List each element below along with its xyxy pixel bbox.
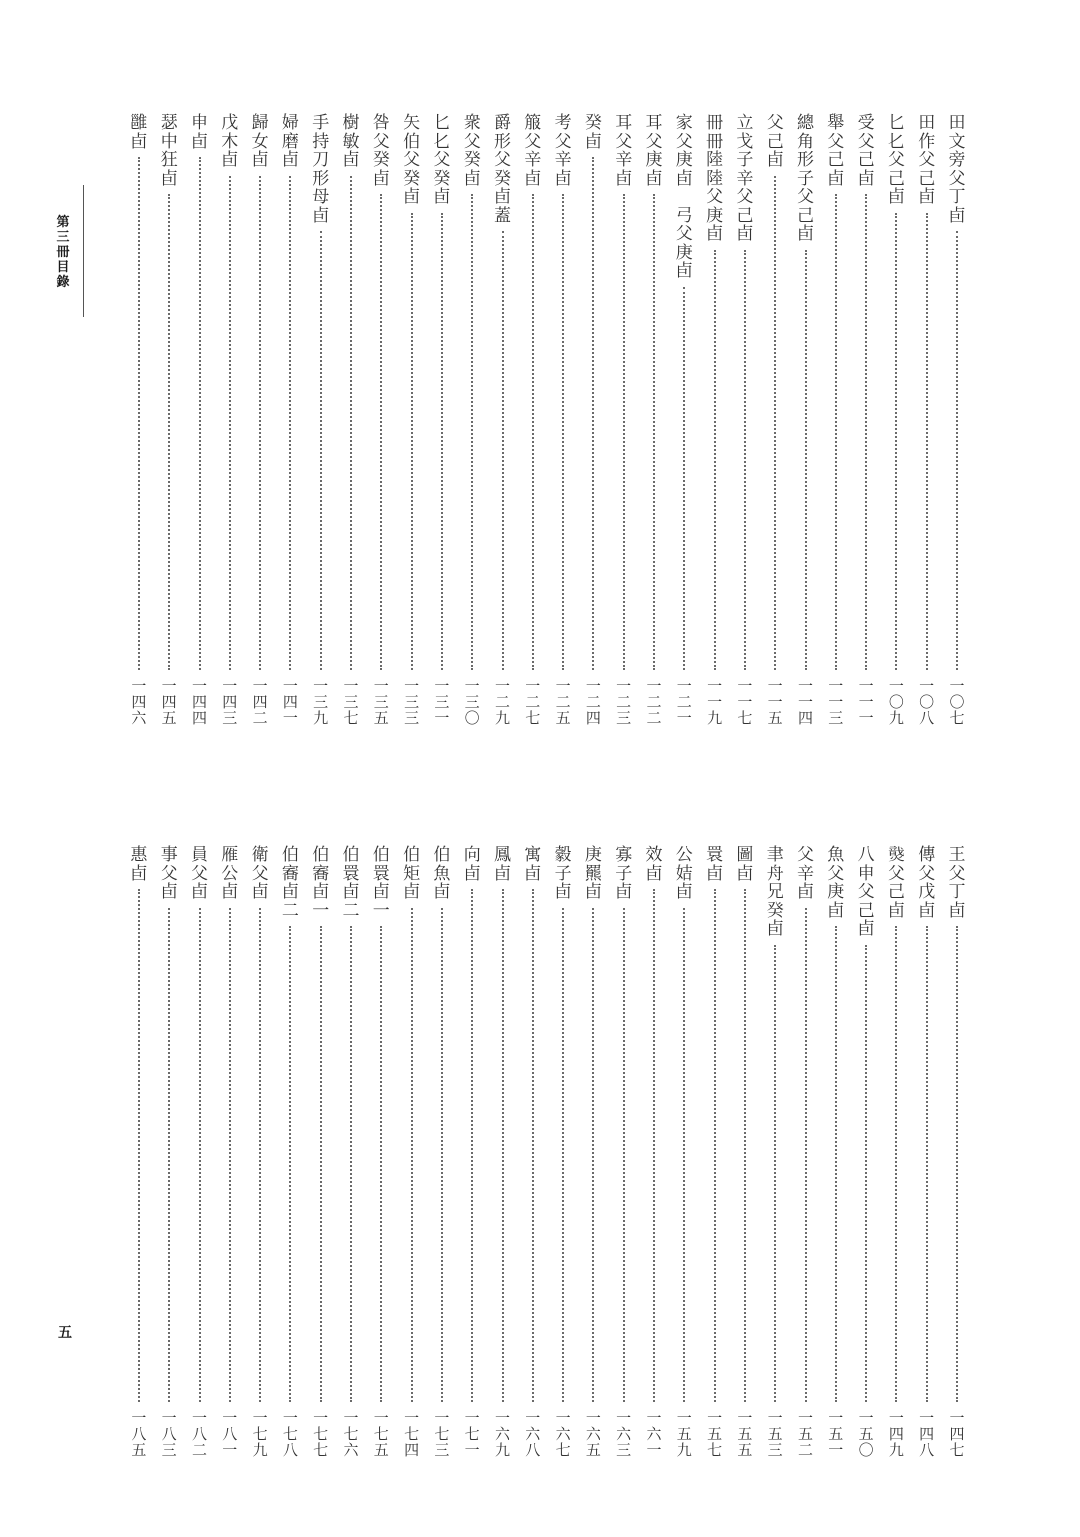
toc-entry-title: 匕 𠤎 父 癸 卣: [433, 113, 451, 207]
toc-leader-dots: [411, 908, 413, 1403]
toc-leader-dots: [502, 889, 504, 1402]
toc-entry-page: 一 五 三: [767, 1409, 783, 1459]
toc-entry-title: 耳 父 辛 卣: [615, 113, 633, 189]
toc-entry: [187, 846, 213, 1458]
toc-entry: [308, 114, 334, 726]
toc-entry-page: 一 二 四: [585, 677, 601, 727]
toc-entry-page: 一 六 七: [555, 1409, 571, 1459]
toc-entry: [217, 846, 243, 1458]
toc-entry-page: 一 七 三: [434, 1409, 450, 1459]
toc-entry-page: 一 四 七: [949, 1409, 965, 1459]
toc-leader-dots: [956, 926, 958, 1402]
toc-entry-page: 一 四 一: [282, 677, 298, 727]
toc-entry-title: 寓 卣: [524, 845, 542, 884]
toc-entry-title: 王 父 丁 卣: [948, 845, 966, 921]
toc-leader-dots: [562, 908, 564, 1403]
toc-entry-page: 一 三 三: [404, 677, 420, 727]
toc-entry: [490, 846, 516, 1458]
toc-entry-page: 一 三 五: [373, 677, 389, 727]
toc-entry-page: 一 三 九: [313, 677, 329, 727]
toc-leader-dots: [865, 945, 867, 1403]
toc-entry-page: 一 四 九: [888, 1409, 904, 1459]
toc-entry-title: 戊 木 卣: [221, 113, 239, 170]
toc-entry-title: 向 卣: [463, 845, 481, 884]
toc-leader-dots: [774, 176, 776, 671]
toc-entry-page: 一 八 三: [161, 1409, 177, 1459]
toc-entry-page: 一 一 九: [707, 677, 723, 727]
toc-entry: [762, 114, 788, 726]
toc-entry: [823, 846, 849, 1458]
toc-entry: [580, 846, 606, 1458]
toc-leader-dots: [471, 194, 473, 670]
toc-entry: [944, 114, 970, 726]
toc-entry: [732, 114, 758, 726]
toc-entry: [156, 846, 182, 1458]
toc-entry-title: 豰 子 卣: [554, 845, 572, 902]
toc-leader-dots: [895, 926, 897, 1402]
toc-entry: [762, 846, 788, 1458]
toc-entry: [611, 846, 637, 1458]
toc-entry: [459, 114, 485, 726]
toc-entry: [459, 846, 485, 1458]
toc-entry-page: 一 七 一: [464, 1409, 480, 1459]
toc-entry: [156, 114, 182, 726]
toc-entry-page: 一 八 一: [222, 1409, 238, 1459]
running-head-rule: [83, 185, 84, 317]
toc-entry-page: 一 五 一: [828, 1409, 844, 1459]
toc-leader-dots: [229, 176, 231, 671]
toc-entry-page: 一 三 七: [343, 677, 359, 727]
toc-leader-dots: [380, 194, 382, 670]
toc-entry-title: 瑟 中 狂 卣: [160, 113, 178, 189]
toc-entry-title: 庚 羆 卣: [584, 845, 602, 902]
toc-leader-dots: [926, 213, 928, 671]
toc-leader-dots: [683, 908, 685, 1403]
toc-entry-title: 伯 魚 卣: [433, 845, 451, 902]
toc-leader-dots: [562, 194, 564, 670]
toc-entry-page: 一 五 九: [676, 1409, 692, 1459]
toc-entry: [702, 114, 728, 726]
toc-leader-dots: [138, 157, 140, 670]
toc-entry: [641, 846, 667, 1458]
toc-entry-title: 伯 睘 卣 一: [372, 845, 390, 921]
toc-entry-title: 樹 敏 卣: [342, 113, 360, 170]
toc-leader-dots: [320, 231, 322, 670]
toc-entry: [671, 846, 697, 1458]
toc-entry: [126, 114, 152, 726]
toc-entry-page: 一 三 〇: [464, 677, 480, 727]
toc-entry-title: 傳 父 戊 卣: [918, 845, 936, 921]
toc-entry-page: 一 五 〇: [858, 1409, 874, 1459]
toc-entry-title: 員 父 卣: [191, 845, 208, 902]
toc-entry-title: 伯 睘 卣 二: [342, 845, 360, 921]
toc-entry: [126, 846, 152, 1458]
toc-entry: [671, 114, 697, 726]
toc-entry-page: 一 七 五: [373, 1409, 389, 1459]
toc-entry-page: 一 六 九: [494, 1409, 510, 1459]
toc-leader-dots: [865, 194, 867, 670]
toc-entry-page: 一 七 七: [313, 1409, 329, 1459]
toc-entry: [611, 114, 637, 726]
toc-entry: [793, 846, 819, 1458]
toc-entry-title: 手 持 刀 形 母 卣: [312, 113, 330, 226]
toc-leader-dots: [744, 250, 746, 671]
toc-leader-dots: [350, 176, 352, 671]
running-head: 第 三 冊 目 錄: [56, 215, 70, 290]
toc-leader-dots: [350, 926, 352, 1402]
toc-entry-title: 耳 父 庚 卣: [645, 113, 663, 189]
toc-leader-dots: [805, 908, 807, 1403]
toc-leader-dots: [289, 926, 291, 1402]
toc-leader-dots: [895, 213, 897, 671]
toc-entry-title: 箙 父 辛 卣: [524, 113, 542, 189]
toc-entry: [399, 114, 425, 726]
toc-entry: [247, 846, 273, 1458]
toc-leader-dots: [411, 213, 413, 671]
toc-leader-dots: [168, 908, 170, 1403]
toc-leader-dots: [714, 889, 716, 1402]
toc-entry-page: 一 六 八: [525, 1409, 541, 1459]
toc-entry: [580, 114, 606, 726]
toc-entry-title: 田 作 父 己 卣: [918, 113, 936, 207]
toc-entry-title: 八 申 父 己 卣: [857, 845, 875, 939]
toc-leader-dots: [532, 889, 534, 1402]
toc-entry-title: 受 父 己 卣: [857, 113, 875, 189]
toc-leader-dots: [532, 194, 534, 670]
toc-entry: [550, 846, 576, 1458]
toc-entry: [641, 114, 667, 726]
toc-entry-title: 魚 父 庚 卣: [827, 845, 845, 921]
toc-leader-dots: [835, 194, 837, 670]
toc-entry-title: 咎 父 癸 卣: [372, 113, 390, 189]
toc-leader-dots: [805, 250, 807, 671]
toc-entry-page: 一 六 一: [646, 1409, 662, 1459]
toc-entry-page: 一 四 三: [222, 677, 238, 727]
toc-leader-dots: [744, 889, 746, 1402]
toc-entry: [368, 114, 394, 726]
toc-entry: [823, 114, 849, 726]
toc-leader-dots: [623, 908, 625, 1403]
toc-entry-title: 申 卣: [191, 113, 208, 152]
toc-leader-dots: [168, 194, 170, 670]
toc-entry: [853, 846, 879, 1458]
toc-entry-page: 一 四 五: [161, 677, 177, 727]
toc-entry-title: 父 己 卣: [766, 113, 784, 170]
toc-entry-title: 爵 形 父 癸 卣 蓋: [494, 113, 511, 226]
toc-leader-dots: [289, 176, 291, 671]
toc-entry: [277, 846, 303, 1458]
toc-entry: [883, 114, 909, 726]
toc-entry-page: 一 八 二: [191, 1409, 207, 1459]
toc-leader-dots: [502, 231, 504, 670]
toc-entry-page: 一 七 六: [343, 1409, 359, 1459]
toc-entry-title: 總 角 形 子 父 己 卣: [797, 113, 814, 244]
toc-entry-page: 一 〇 八: [919, 677, 935, 727]
toc-entry-page: 一 二 三: [616, 677, 632, 727]
page-number: 五: [58, 1325, 72, 1341]
toc-entry-page: 一 一 五: [767, 677, 783, 727]
toc-entry-page: 一 七 八: [282, 1409, 298, 1459]
toc-entry: [429, 114, 455, 726]
toc-entry: [520, 114, 546, 726]
toc-entry: [550, 114, 576, 726]
toc-entry: [914, 114, 940, 726]
toc-leader-dots: [926, 926, 928, 1402]
toc-entry-page: 一 六 五: [585, 1409, 601, 1459]
toc-entry-page: 一 五 二: [797, 1409, 813, 1459]
toc-entry-title: 立 戈 子 辛 父 己 卣: [736, 113, 754, 244]
toc-leader-dots: [592, 908, 594, 1403]
toc-entry-page: 一 五 五: [737, 1409, 753, 1459]
toc-entry: [338, 846, 364, 1458]
toc-entry: [217, 114, 243, 726]
toc-entry-title: 公 姞 卣: [675, 845, 693, 902]
toc-entry-page: 一 二 五: [555, 677, 571, 727]
toc-entry-title: 衛 父 卣: [251, 845, 269, 902]
toc-entry-page: 一 二 七: [525, 677, 541, 727]
toc-entry-title: 事 父 卣: [160, 845, 178, 902]
toc-entry-page: 一 一 一: [858, 677, 874, 727]
toc-entry: [490, 114, 516, 726]
toc-entry-title: 惠 卣: [130, 845, 148, 884]
toc-entry-page: 一 四 二: [252, 677, 268, 727]
toc-entry-page: 一 七 四: [404, 1409, 420, 1459]
toc-entry-title: 雁 公 卣: [221, 845, 239, 902]
toc-entry-page: 一 二 一: [676, 677, 692, 727]
toc-entry: [944, 846, 970, 1458]
toc-entry-page: 一 二 二: [646, 677, 662, 727]
toc-entry-page: 一 八 五: [131, 1409, 147, 1459]
toc-entry-title: 伯 㝯 卣 二: [281, 845, 299, 921]
toc-entry-page: 一 三 一: [434, 677, 450, 727]
toc-entry-title: 圖 卣: [736, 845, 754, 884]
toc-entry-page: 一 〇 九: [888, 677, 904, 727]
toc-entry-title: 效 卣: [645, 845, 663, 884]
toc-entry-title: 伯 矩 卣: [403, 845, 421, 902]
toc-entry: [338, 114, 364, 726]
toc-entry-title: 衆 父 癸 卣: [463, 113, 481, 189]
toc-leader-dots: [956, 231, 958, 670]
toc-entry-title: 歸 女 卣: [251, 113, 269, 170]
toc-entry-title: 雝 卣: [130, 113, 148, 152]
toc-leader-dots: [441, 908, 443, 1403]
toc-entry: [702, 846, 728, 1458]
toc-leader-dots: [592, 157, 594, 670]
toc-entry: [793, 114, 819, 726]
toc-entry: [308, 846, 334, 1458]
toc-entry-page: 一 四 四: [191, 677, 207, 727]
toc-leader-dots: [653, 889, 655, 1402]
toc-entry-page: 一 一 四: [797, 677, 813, 727]
toc-entry-page: 一 〇 七: [949, 677, 965, 727]
toc-entry-title: 舉 父 己 卣: [827, 113, 845, 189]
toc-entry-page: 一 二 九: [494, 677, 510, 727]
toc-leader-dots: [259, 176, 261, 671]
toc-leader-dots: [714, 250, 716, 671]
toc-entry-title: 鳳 卣: [494, 845, 511, 884]
toc-entry: [883, 846, 909, 1458]
toc-entry-page: 一 四 八: [919, 1409, 935, 1459]
toc-entry: [368, 846, 394, 1458]
toc-entry: [247, 114, 273, 726]
toc-entry-title: 癸 卣: [584, 113, 602, 152]
toc-entry-title: 匕 𠤎 父 己 卣: [887, 113, 905, 207]
toc-entry-title: 田 文 旁 父 丁 卣: [948, 113, 966, 226]
toc-leader-dots: [199, 157, 201, 670]
toc-entry-title: 矢 伯 父 癸 卣: [403, 113, 421, 207]
toc-entry-title: 冊 冊 陸 陸 父 庚 卣: [706, 113, 724, 244]
toc-entry-title: 家 父 庚 卣 弓 父 庚 卣: [675, 113, 693, 281]
toc-entry-page: 一 五 七: [707, 1409, 723, 1459]
toc-entry-title: 睘 卣: [706, 845, 724, 884]
toc-entry-page: 一 一 三: [828, 677, 844, 727]
toc-entry-page: 一 四 六: [131, 677, 147, 727]
toc-entry-title: 考 父 辛 卣: [554, 113, 572, 189]
toc-leader-dots: [380, 926, 382, 1402]
toc-entry-page: 一 七 九: [252, 1409, 268, 1459]
toc-leader-dots: [471, 889, 473, 1402]
toc-entry-title: 伯 㝯 卣 一: [312, 845, 330, 921]
toc-entry: [853, 114, 879, 726]
toc-leader-dots: [138, 889, 140, 1402]
toc-leader-dots: [229, 908, 231, 1403]
toc-leader-dots: [623, 194, 625, 670]
toc-entry-title: 𤎷 父 己 卣: [887, 845, 905, 921]
toc-entry: [187, 114, 213, 726]
toc-leader-dots: [320, 926, 322, 1402]
toc-leader-dots: [835, 926, 837, 1402]
toc-entry: [914, 846, 940, 1458]
toc-entry-title: 聿 舟 兄 癸 卣: [766, 845, 784, 939]
toc-leader-dots: [653, 194, 655, 670]
toc-leader-dots: [441, 213, 443, 671]
toc-entry-title: 父 辛 卣: [797, 845, 814, 902]
toc-leader-dots: [683, 287, 685, 671]
toc-leader-dots: [199, 908, 201, 1403]
toc-entry: [429, 846, 455, 1458]
toc-leader-dots: [774, 945, 776, 1403]
toc-entry: [732, 846, 758, 1458]
toc-entry-title: 寡 子 卣: [615, 845, 633, 902]
toc-entry: [520, 846, 546, 1458]
toc-entry-title: 婦 磨 卣: [281, 113, 299, 170]
toc-entry: [277, 114, 303, 726]
toc-entry: [399, 846, 425, 1458]
toc-leader-dots: [259, 908, 261, 1403]
toc-entry-page: 一 六 三: [616, 1409, 632, 1459]
toc-entry-page: 一 一 七: [737, 677, 753, 727]
